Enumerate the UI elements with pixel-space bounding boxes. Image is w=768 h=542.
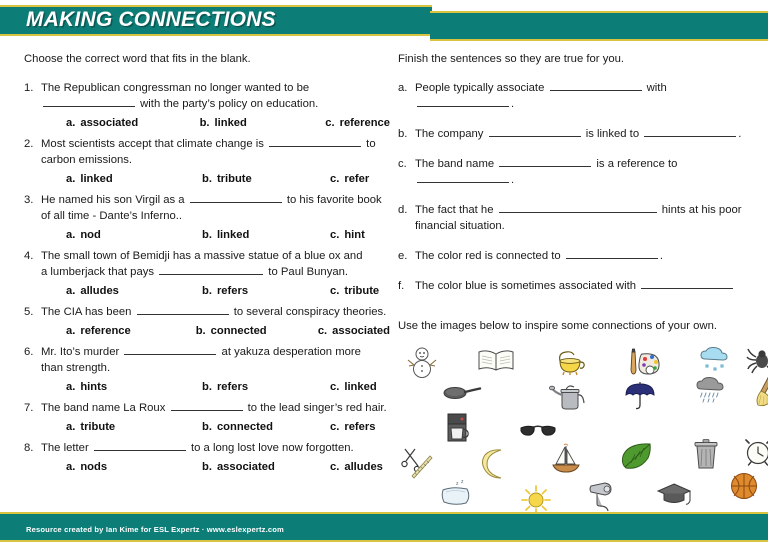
- choice-letter: b.: [195, 324, 206, 337]
- question-number: 5.: [24, 305, 34, 318]
- question-text: The CIA has been to several conspiracy theories.: [41, 305, 387, 318]
- question-item: [24, 440, 390, 473]
- snowman-icon: [402, 344, 442, 380]
- question-line: [24, 400, 390, 416]
- choice-word: alludes: [80, 284, 119, 297]
- choice-word: refer: [344, 172, 370, 185]
- basketball-icon: [724, 468, 764, 504]
- choice-letter: a.: [66, 116, 76, 129]
- choice-letter: a.: [66, 381, 76, 394]
- choice-option-c[interactable]: [330, 381, 377, 393]
- sentence-text: The band name is a reference to .: [415, 157, 678, 186]
- question-text: The letter to a long lost love now forgotten.: [41, 442, 354, 455]
- choice-option-b[interactable]: [202, 229, 330, 241]
- choice-letter: c.: [330, 381, 340, 394]
- choice-row: [24, 285, 390, 297]
- choice-letter: c.: [330, 228, 340, 241]
- sailboat-icon: [546, 442, 586, 478]
- choice-option-a[interactable]: [66, 325, 196, 337]
- question-line: [24, 192, 390, 208]
- choice-word: linked: [216, 228, 250, 241]
- choice-word: hints: [80, 381, 108, 394]
- answer-blank[interactable]: [499, 156, 591, 166]
- leaf-icon: [616, 438, 656, 474]
- sentence-letter: d.: [398, 203, 408, 216]
- answer-blank[interactable]: [124, 345, 216, 355]
- choice-letter: b.: [202, 421, 212, 434]
- question-text: a lumberjack that pays to Paul Bunyan.: [41, 265, 349, 278]
- question-line: [24, 152, 390, 168]
- sentence-list: [398, 80, 750, 294]
- choice-word: connected: [216, 421, 273, 434]
- answer-blank[interactable]: [641, 279, 733, 289]
- question-text: Most scientists accept that climate change is to: [41, 137, 376, 150]
- question-item: [24, 80, 390, 129]
- choice-word: linked: [80, 172, 113, 185]
- left-column: [24, 52, 390, 480]
- choice-word: associated: [332, 324, 390, 337]
- trash-can-icon: [686, 436, 726, 472]
- rain-cloud-icon: [690, 372, 730, 408]
- question-text: with the party’s policy on education.: [41, 96, 390, 112]
- images-instruction: Use the images below to inspire some connections of your own.: [398, 319, 717, 332]
- choice-option-c[interactable]: [318, 325, 390, 337]
- choice-option-c[interactable]: [330, 285, 379, 297]
- graduation-cap-icon: [654, 476, 694, 512]
- question-line: [24, 136, 390, 152]
- choice-word: linked: [344, 381, 377, 394]
- choice-row: [24, 421, 390, 433]
- right-column: [398, 52, 750, 522]
- choice-letter: c.: [330, 284, 340, 297]
- answer-blank[interactable]: [499, 202, 657, 212]
- choice-word: hint: [344, 228, 365, 241]
- svg-text:z: z: [461, 478, 464, 485]
- choice-option-b[interactable]: [202, 381, 330, 393]
- question-item: [24, 304, 390, 337]
- question-line: [24, 304, 390, 320]
- choice-letter: a.: [66, 228, 76, 241]
- sentence-item: [398, 202, 750, 234]
- choice-word: tribute: [216, 172, 252, 185]
- sentence-text: People typically associate with .: [415, 81, 667, 110]
- choice-letter: b.: [202, 381, 212, 394]
- sentence-item: [398, 278, 750, 294]
- answer-blank[interactable]: [171, 401, 243, 411]
- question-line: [24, 80, 390, 96]
- footer-credit: Resource created by Ian Kime for ESL Expertz · www.eslexpertz.com: [26, 525, 284, 534]
- choice-letter: b.: [202, 228, 212, 241]
- choice-option-a[interactable]: [66, 173, 202, 185]
- header-band-right: [430, 11, 768, 41]
- choice-letter: a.: [66, 284, 76, 297]
- choice-option-c[interactable]: [325, 117, 390, 129]
- choice-option-b[interactable]: [202, 461, 330, 473]
- choice-option-a[interactable]: [66, 285, 202, 297]
- question-item: [24, 400, 390, 433]
- choice-word: alludes: [344, 461, 383, 474]
- svg-text:z: z: [456, 480, 459, 487]
- question-item: [24, 344, 390, 393]
- question-item: [24, 136, 390, 185]
- question-number: 7.: [24, 402, 34, 415]
- question-item: [24, 248, 390, 297]
- choice-option-a[interactable]: [66, 229, 202, 241]
- question-line: [24, 344, 390, 360]
- choice-word: tribute: [80, 421, 116, 434]
- choice-option-c[interactable]: [330, 461, 383, 473]
- left-instruction: Choose the correct word that fits in the blank.: [24, 53, 251, 65]
- question-number: 6.: [24, 345, 34, 358]
- watering-can-icon: [548, 378, 588, 414]
- sentence-letter: c.: [398, 157, 407, 170]
- sentence-letter: a.: [398, 81, 408, 94]
- answer-blank[interactable]: [137, 305, 229, 315]
- answer-blank[interactable]: [550, 80, 642, 90]
- answer-blank[interactable]: [417, 172, 509, 182]
- choice-letter: a.: [66, 421, 76, 434]
- question-item: [24, 192, 390, 241]
- pillow-icon: [436, 476, 476, 512]
- choice-word: nods: [80, 461, 108, 474]
- answer-blank[interactable]: [43, 96, 135, 106]
- sentence-letter: b.: [398, 127, 408, 140]
- choice-word: reference: [80, 324, 131, 337]
- question-number: 8.: [24, 442, 34, 455]
- question-line: [24, 208, 390, 224]
- page-title: MAKING CONNECTIONS: [26, 8, 276, 31]
- coffee-maker-icon: [440, 410, 480, 446]
- question-number: 2.: [24, 137, 34, 150]
- answer-blank[interactable]: [489, 126, 581, 136]
- choice-word: connected: [210, 324, 267, 337]
- question-line: [24, 360, 390, 376]
- question-line: [24, 96, 390, 112]
- question-text: The small town of Bemidji has a massive statue of a blue ox and: [41, 249, 363, 262]
- question-list: [24, 80, 390, 473]
- choice-letter: b.: [202, 461, 212, 474]
- choice-row: [24, 461, 390, 473]
- image-grid: [398, 342, 750, 522]
- question-text: The Republican congressman no longer wanted to be: [41, 81, 310, 94]
- question-text: than strength.: [41, 361, 111, 374]
- sentence-letter: e.: [398, 249, 408, 262]
- choice-letter: a.: [66, 461, 76, 474]
- choice-row: [24, 381, 390, 393]
- choice-letter: a.: [66, 324, 76, 337]
- sentence-text: The company is linked to .: [415, 127, 742, 140]
- sentence-item: [398, 156, 750, 188]
- choice-option-c[interactable]: [330, 229, 365, 241]
- choice-option-b[interactable]: [202, 421, 330, 433]
- choice-row: [24, 325, 390, 337]
- choice-letter: c.: [330, 461, 340, 474]
- question-number: 3.: [24, 193, 34, 206]
- sentence-text: The fact that he hints at his poor financial situation.: [415, 202, 750, 234]
- choice-letter: c.: [330, 421, 340, 434]
- choice-word: nod: [80, 228, 101, 241]
- choice-word: reference: [339, 116, 390, 129]
- choice-word: refers: [344, 421, 376, 434]
- choice-letter: a.: [66, 172, 76, 185]
- choice-option-b[interactable]: [202, 173, 330, 185]
- answer-blank[interactable]: [94, 441, 186, 451]
- question-line: [24, 248, 390, 264]
- choice-row: [24, 229, 390, 241]
- question-text: He named his son Virgil as a to his favorite book: [41, 193, 382, 206]
- answer-blank[interactable]: [190, 192, 282, 202]
- choice-option-b[interactable]: [202, 285, 330, 297]
- question-text: Mr. Ito’s murder at yakuza desperation more: [41, 345, 361, 358]
- sentence-line-2: financial situation.: [415, 219, 505, 232]
- header-banner: [0, 0, 768, 46]
- scissors-comb-icon: [398, 444, 438, 480]
- choice-word: associated: [80, 116, 139, 129]
- answer-blank[interactable]: [644, 126, 736, 136]
- choice-option-a[interactable]: [66, 461, 202, 473]
- choice-letter: b.: [202, 284, 212, 297]
- sentence-item: [398, 80, 750, 112]
- choice-option-b[interactable]: [200, 117, 326, 129]
- choice-row: [24, 117, 390, 129]
- broom-icon: [746, 372, 768, 408]
- paint-palette-icon: [624, 345, 664, 381]
- answer-blank[interactable]: [159, 265, 263, 275]
- question-text: The band name La Roux to the lead singer’s red hair.: [41, 402, 387, 415]
- sentence-item: [398, 248, 750, 264]
- choice-letter: b.: [199, 116, 210, 129]
- frying-pan-icon: [442, 376, 482, 412]
- choice-option-b[interactable]: [196, 325, 318, 337]
- sentence-item: [398, 126, 750, 142]
- choice-letter: c.: [330, 172, 340, 185]
- question-number: 4.: [24, 249, 34, 262]
- question-line: [24, 264, 390, 280]
- choice-word: refers: [216, 284, 249, 297]
- choice-word: associated: [216, 461, 275, 474]
- question-text: of all time - Dante’s Inferno..: [41, 209, 183, 222]
- sentence-text: The color blue is sometimes associated with: [415, 278, 750, 294]
- choice-word: linked: [214, 116, 247, 129]
- question-text: carbon emissions.: [41, 153, 133, 166]
- right-instruction: Finish the sentences so they are true for you.: [398, 53, 625, 65]
- choice-row: [24, 173, 390, 185]
- choice-option-c[interactable]: [330, 173, 369, 185]
- answer-blank[interactable]: [566, 249, 658, 259]
- answer-blank[interactable]: [269, 136, 361, 146]
- choice-option-c[interactable]: [330, 421, 375, 433]
- hair-dryer-icon: [584, 478, 624, 514]
- choice-option-a[interactable]: [66, 421, 202, 433]
- choice-word: tribute: [344, 284, 380, 297]
- choice-letter: c.: [317, 324, 328, 337]
- open-book-icon: [476, 343, 516, 379]
- sentence-text: The color red is connected to .: [415, 249, 663, 262]
- choice-word: refers: [216, 381, 249, 394]
- sentence-letter: f.: [398, 279, 405, 292]
- crescent-moon-icon: [474, 446, 514, 482]
- alarm-clock-icon: [738, 434, 768, 470]
- choice-option-a[interactable]: [66, 117, 200, 129]
- umbrella-icon: [620, 378, 660, 414]
- choice-letter: c.: [325, 116, 335, 129]
- choice-option-a[interactable]: [66, 381, 202, 393]
- choice-letter: b.: [202, 172, 212, 185]
- teapot-icon: [550, 344, 590, 380]
- question-number: 1.: [24, 81, 34, 94]
- question-line: [24, 440, 390, 456]
- answer-blank[interactable]: [417, 96, 509, 106]
